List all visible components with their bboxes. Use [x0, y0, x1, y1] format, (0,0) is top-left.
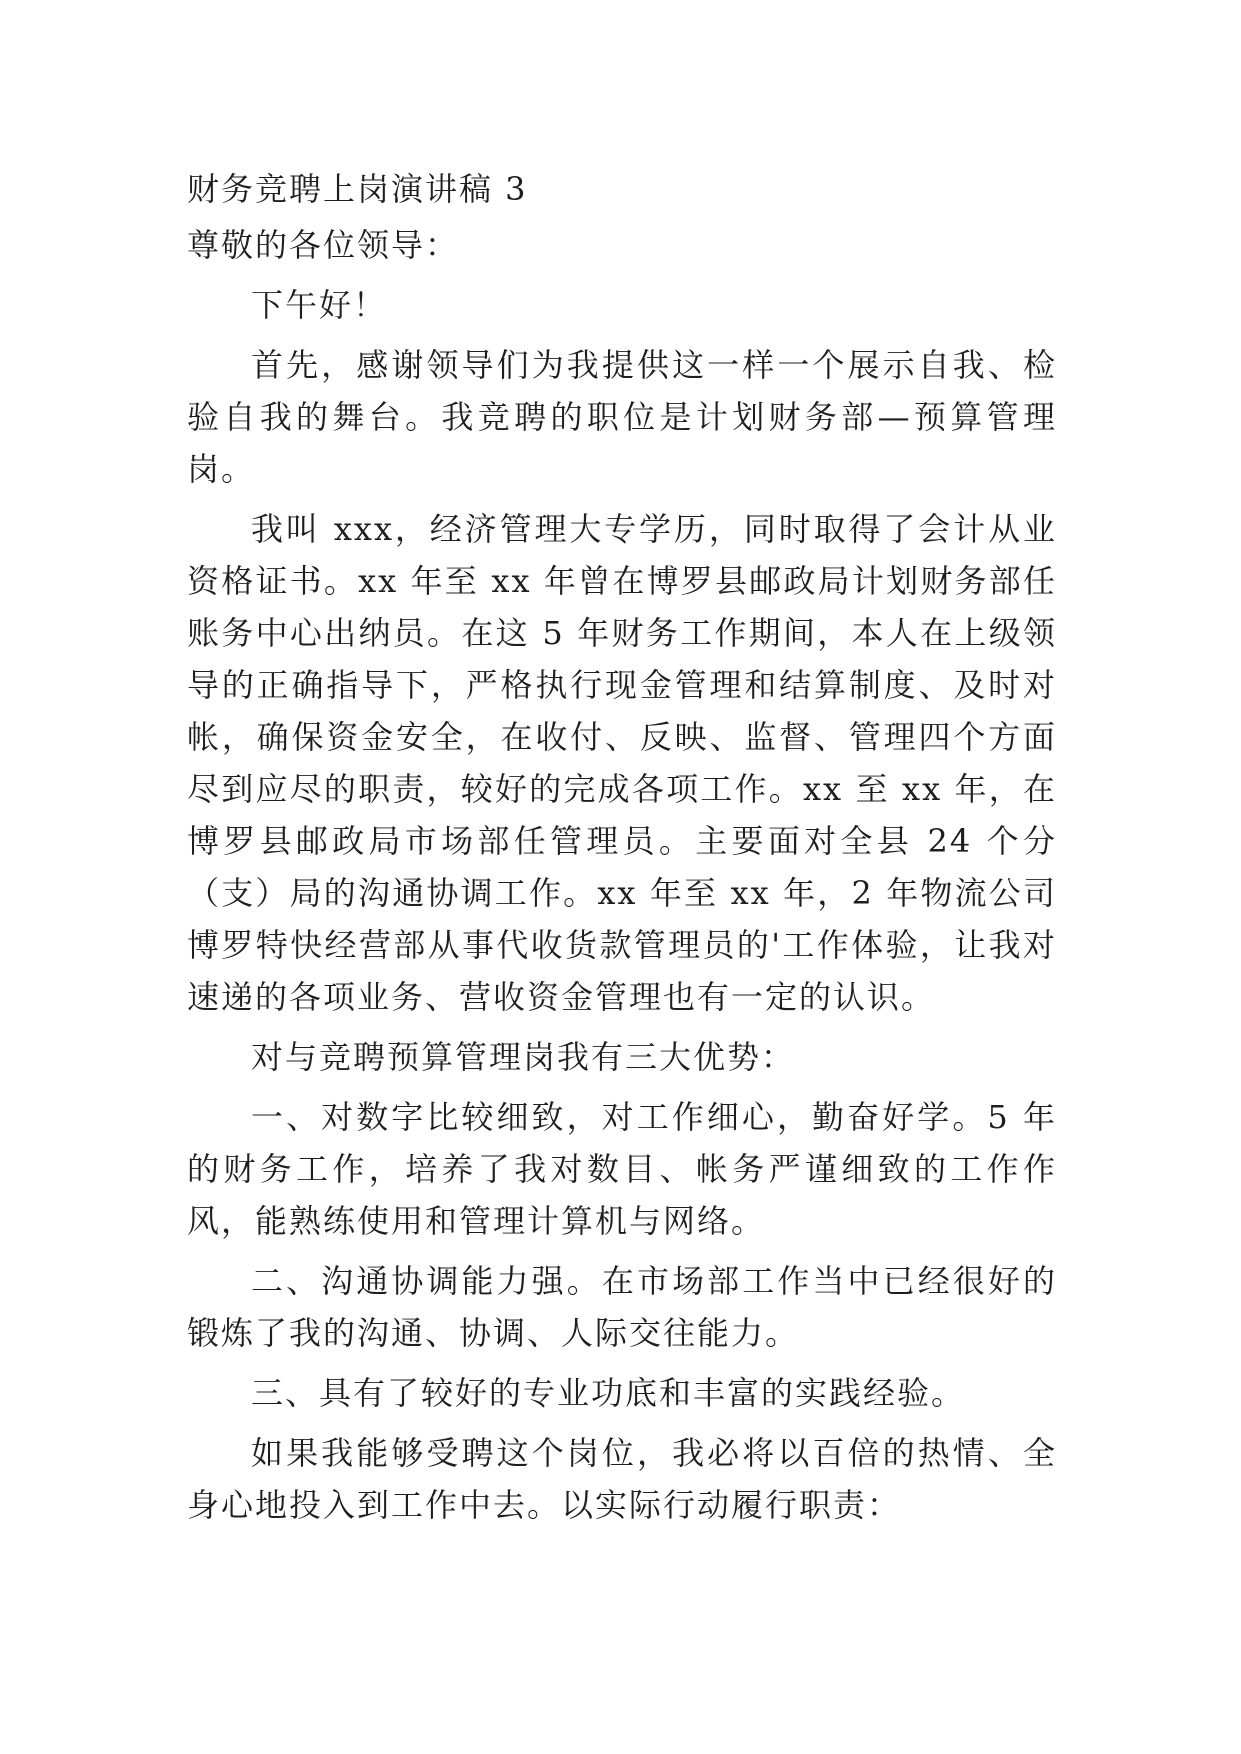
- document-body: [187, 163, 1057, 1539]
- paragraph-greeting: 下午好！: [251, 286, 388, 324]
- paragraph-intro: 首先，感谢领导们为我提供这一样一个展示自我、检验自我的舞台。我竞聘的职位是计划财务部—预算管理岗。: [187, 346, 1057, 488]
- paragraph-advantage-1: 一、对数字比较细致，对工作细心，勤奋好学。5 年的财务工作，培养了我对数目、帐务严谨细致的工作作风，能熟练使用和管理计算机与网络。: [187, 1098, 1057, 1240]
- paragraph-advantages-heading: 对与竞聘预算管理岗我有三大优势：: [251, 1038, 796, 1076]
- paragraph-advantage-2: 二、沟通协调能力强。在市场部工作当中已经很好的锻炼了我的沟通、协调、人际交往能力。: [187, 1262, 1057, 1352]
- salutation: 尊敬的各位领导：: [187, 226, 460, 264]
- document-title: 财务竞聘上岗演讲稿 3: [187, 170, 528, 208]
- paragraph-background: 我叫 xxx，经济管理大专学历，同时取得了会计从业资格证书。xx 年至 xx 年曾在博罗县邮政局计划财务部任账务中心出纳员。在这 5 年财务工作期间，本人在上级领导的正确指导下，严格执行现金管理和结算制度、及时对帐，确保资金安全，在收付、反映、监督、管理四个方面尽到应尽的职责，较好的完成各项工作。xx 至 xx 年，在博罗县邮政局市场部任管理员。主要面对全县 24 个分（支）局的沟通协调工作。xx 年至 xx 年，2 年物流公司博罗特快经营部从事代收货款管理员的'工作体验，让我对速递的各项业务、营收资金管理也有一定的认识。: [187, 510, 1057, 1016]
- paragraph-advantage-3: 三、具有了较好的专业功底和丰富的实践经验。: [251, 1374, 966, 1412]
- paragraph-commitment: 如果我能够受聘这个岗位，我必将以百倍的热情、全身心地投入到工作中去。以实际行动履行职责：: [187, 1434, 1057, 1524]
